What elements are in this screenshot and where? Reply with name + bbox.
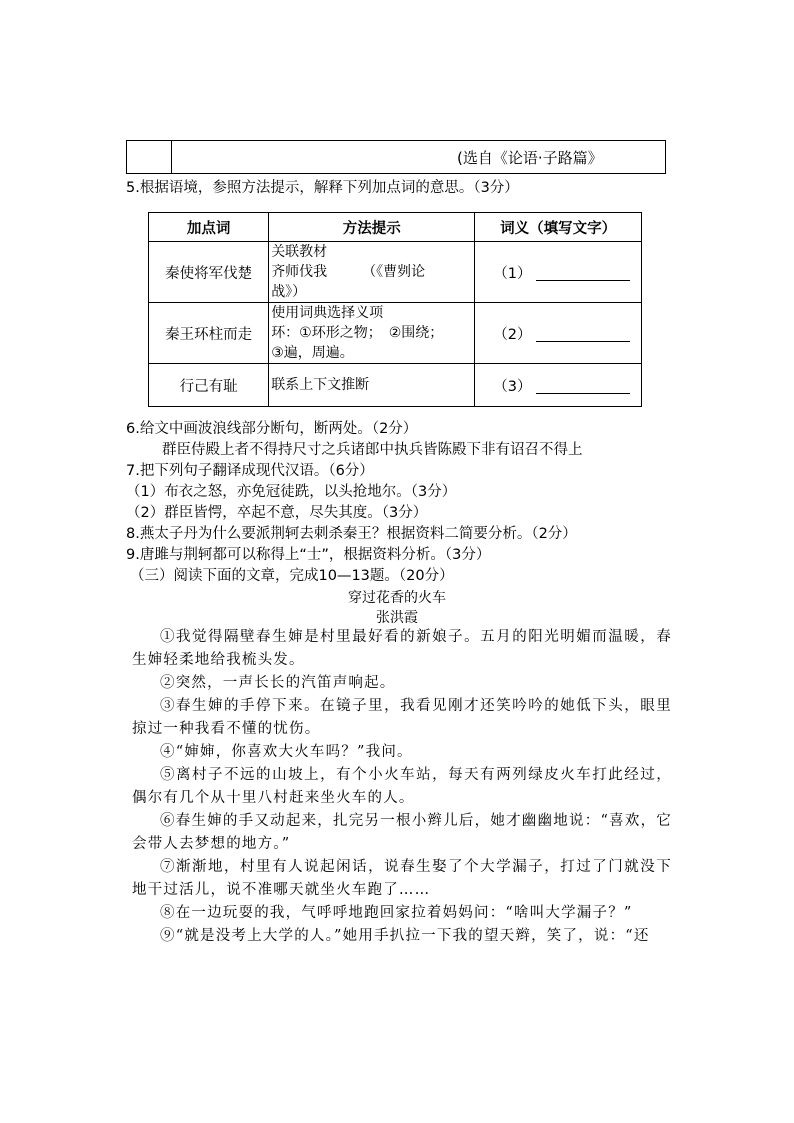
answer-cell <box>475 242 642 303</box>
answer-cell <box>475 364 642 407</box>
question-8: 8.燕太子丹为什么要派荆轲去刺杀秦王？根据资料二简要分析。（2分） <box>126 526 577 542</box>
word-cell: 秦使将军伐楚 <box>149 242 269 303</box>
method-cell <box>269 242 475 303</box>
story-paragraph: ②突然，一声长长的汽笛声响起。 <box>160 675 396 691</box>
section-3-heading: （三）阅读下面的文章，完成10—13题。（20分） <box>130 568 454 584</box>
answer-blank[interactable] <box>536 379 630 394</box>
table-row <box>149 303 642 364</box>
story-paragraph: ⑦渐渐地，村里有人说起闲话，说春生娶了个大学漏子，打过了门就没下地干过活儿，说不准哪天就坐火车跑了…… <box>132 859 672 898</box>
story-paragraph: ③春生婶的手停下来。在镜子里，我看见刚才还笑吟吟的她低下头，眼里掠过一种我看不懂的忧伤。 <box>132 698 672 737</box>
method-cell <box>269 303 475 364</box>
answer-number: （2） <box>493 326 532 343</box>
header-method: 方法提示 <box>269 213 475 242</box>
method-cell: 联系上下文推断 <box>269 364 475 407</box>
story-paragraph: ④“婶婶，你喜欢大火车吗？”我问。 <box>160 744 413 760</box>
table-row <box>149 242 642 303</box>
method-line: 关联教材 <box>271 244 328 260</box>
answer-cell <box>475 303 642 364</box>
table-header-row <box>149 213 642 242</box>
question-6-text: 群臣侍殿上者不得持尺寸之兵诸郎中执兵皆陈殿下非有诏召不得上 <box>162 442 583 458</box>
method-line: 战》） <box>271 284 307 300</box>
story-body <box>132 626 672 948</box>
question-5: 5.根据语境，参照方法提示，解释下列加点词的意思。（3分） <box>126 180 519 196</box>
answer-blank[interactable] <box>536 266 630 281</box>
story-paragraph: ⑤离村子不远的山坡上，有个小火车站，每天有两列绿皮火车打此经过，偶尔有几个从十里八村赶来坐火车的人。 <box>132 767 672 806</box>
word-cell: 秦王环柱而走 <box>149 303 269 364</box>
question-7-1: （1）布衣之怒，亦免冠徒跣，以头抢地尔。（3分） <box>126 484 457 500</box>
method-line: 使用词典选择义项 <box>271 305 384 321</box>
answer-number: （3） <box>493 378 532 395</box>
question-6: 6.给文中画波浪线部分断句，断两处。（2分） <box>126 421 418 437</box>
source-citation: (选自《论语·子路篇》 <box>457 149 603 167</box>
story-paragraph: ⑥春生婶的手又动起来，扎完另一根小辫儿后，她才幽幽地说：“喜欢，它会带人去梦想的地方。” <box>132 813 672 852</box>
method-line: ③遍，周遍。 <box>271 345 354 361</box>
method-line: 环：①环形之物； ②围绕； <box>271 325 444 341</box>
story-author: 张洪霞 <box>376 610 418 626</box>
word-cell: 行己有耻 <box>149 364 269 407</box>
source-table <box>126 140 666 174</box>
header-meaning: 词义（填写文字） <box>475 213 642 242</box>
header-word: 加点词 <box>149 213 269 242</box>
source-table-empty-cell <box>127 141 172 173</box>
method-line: 齐师伐我 （《曹刿论 <box>271 264 426 280</box>
answer-blank[interactable] <box>536 327 630 342</box>
story-title: 穿过花香的火车 <box>348 590 446 606</box>
story-paragraph: ⑨“就是没考上大学的人。”她用手扒拉一下我的望天辫，笑了，说：“还 <box>160 928 650 944</box>
question-7-2: （2）群臣皆愕，卒起不意，尽失其度。（3分） <box>126 505 428 521</box>
question-9: 9.唐雎与荆轲都可以称得上“士”，根据资料分析。（3分） <box>126 547 491 563</box>
word-meaning-table <box>148 212 642 407</box>
answer-number: （1） <box>493 265 532 282</box>
table-row <box>149 364 642 407</box>
story-paragraph: ⑧在一边玩耍的我，气呼呼地跑回家拉着妈妈问：“啥叫大学漏子？” <box>160 905 633 921</box>
question-7: 7.把下列句子翻译成现代汉语。（6分） <box>126 463 374 479</box>
story-paragraph: ①我觉得隔壁春生婶是村里最好看的新娘子。五月的阳光明媚而温暖，春生婶轻柔地给我梳头发。 <box>132 629 672 668</box>
